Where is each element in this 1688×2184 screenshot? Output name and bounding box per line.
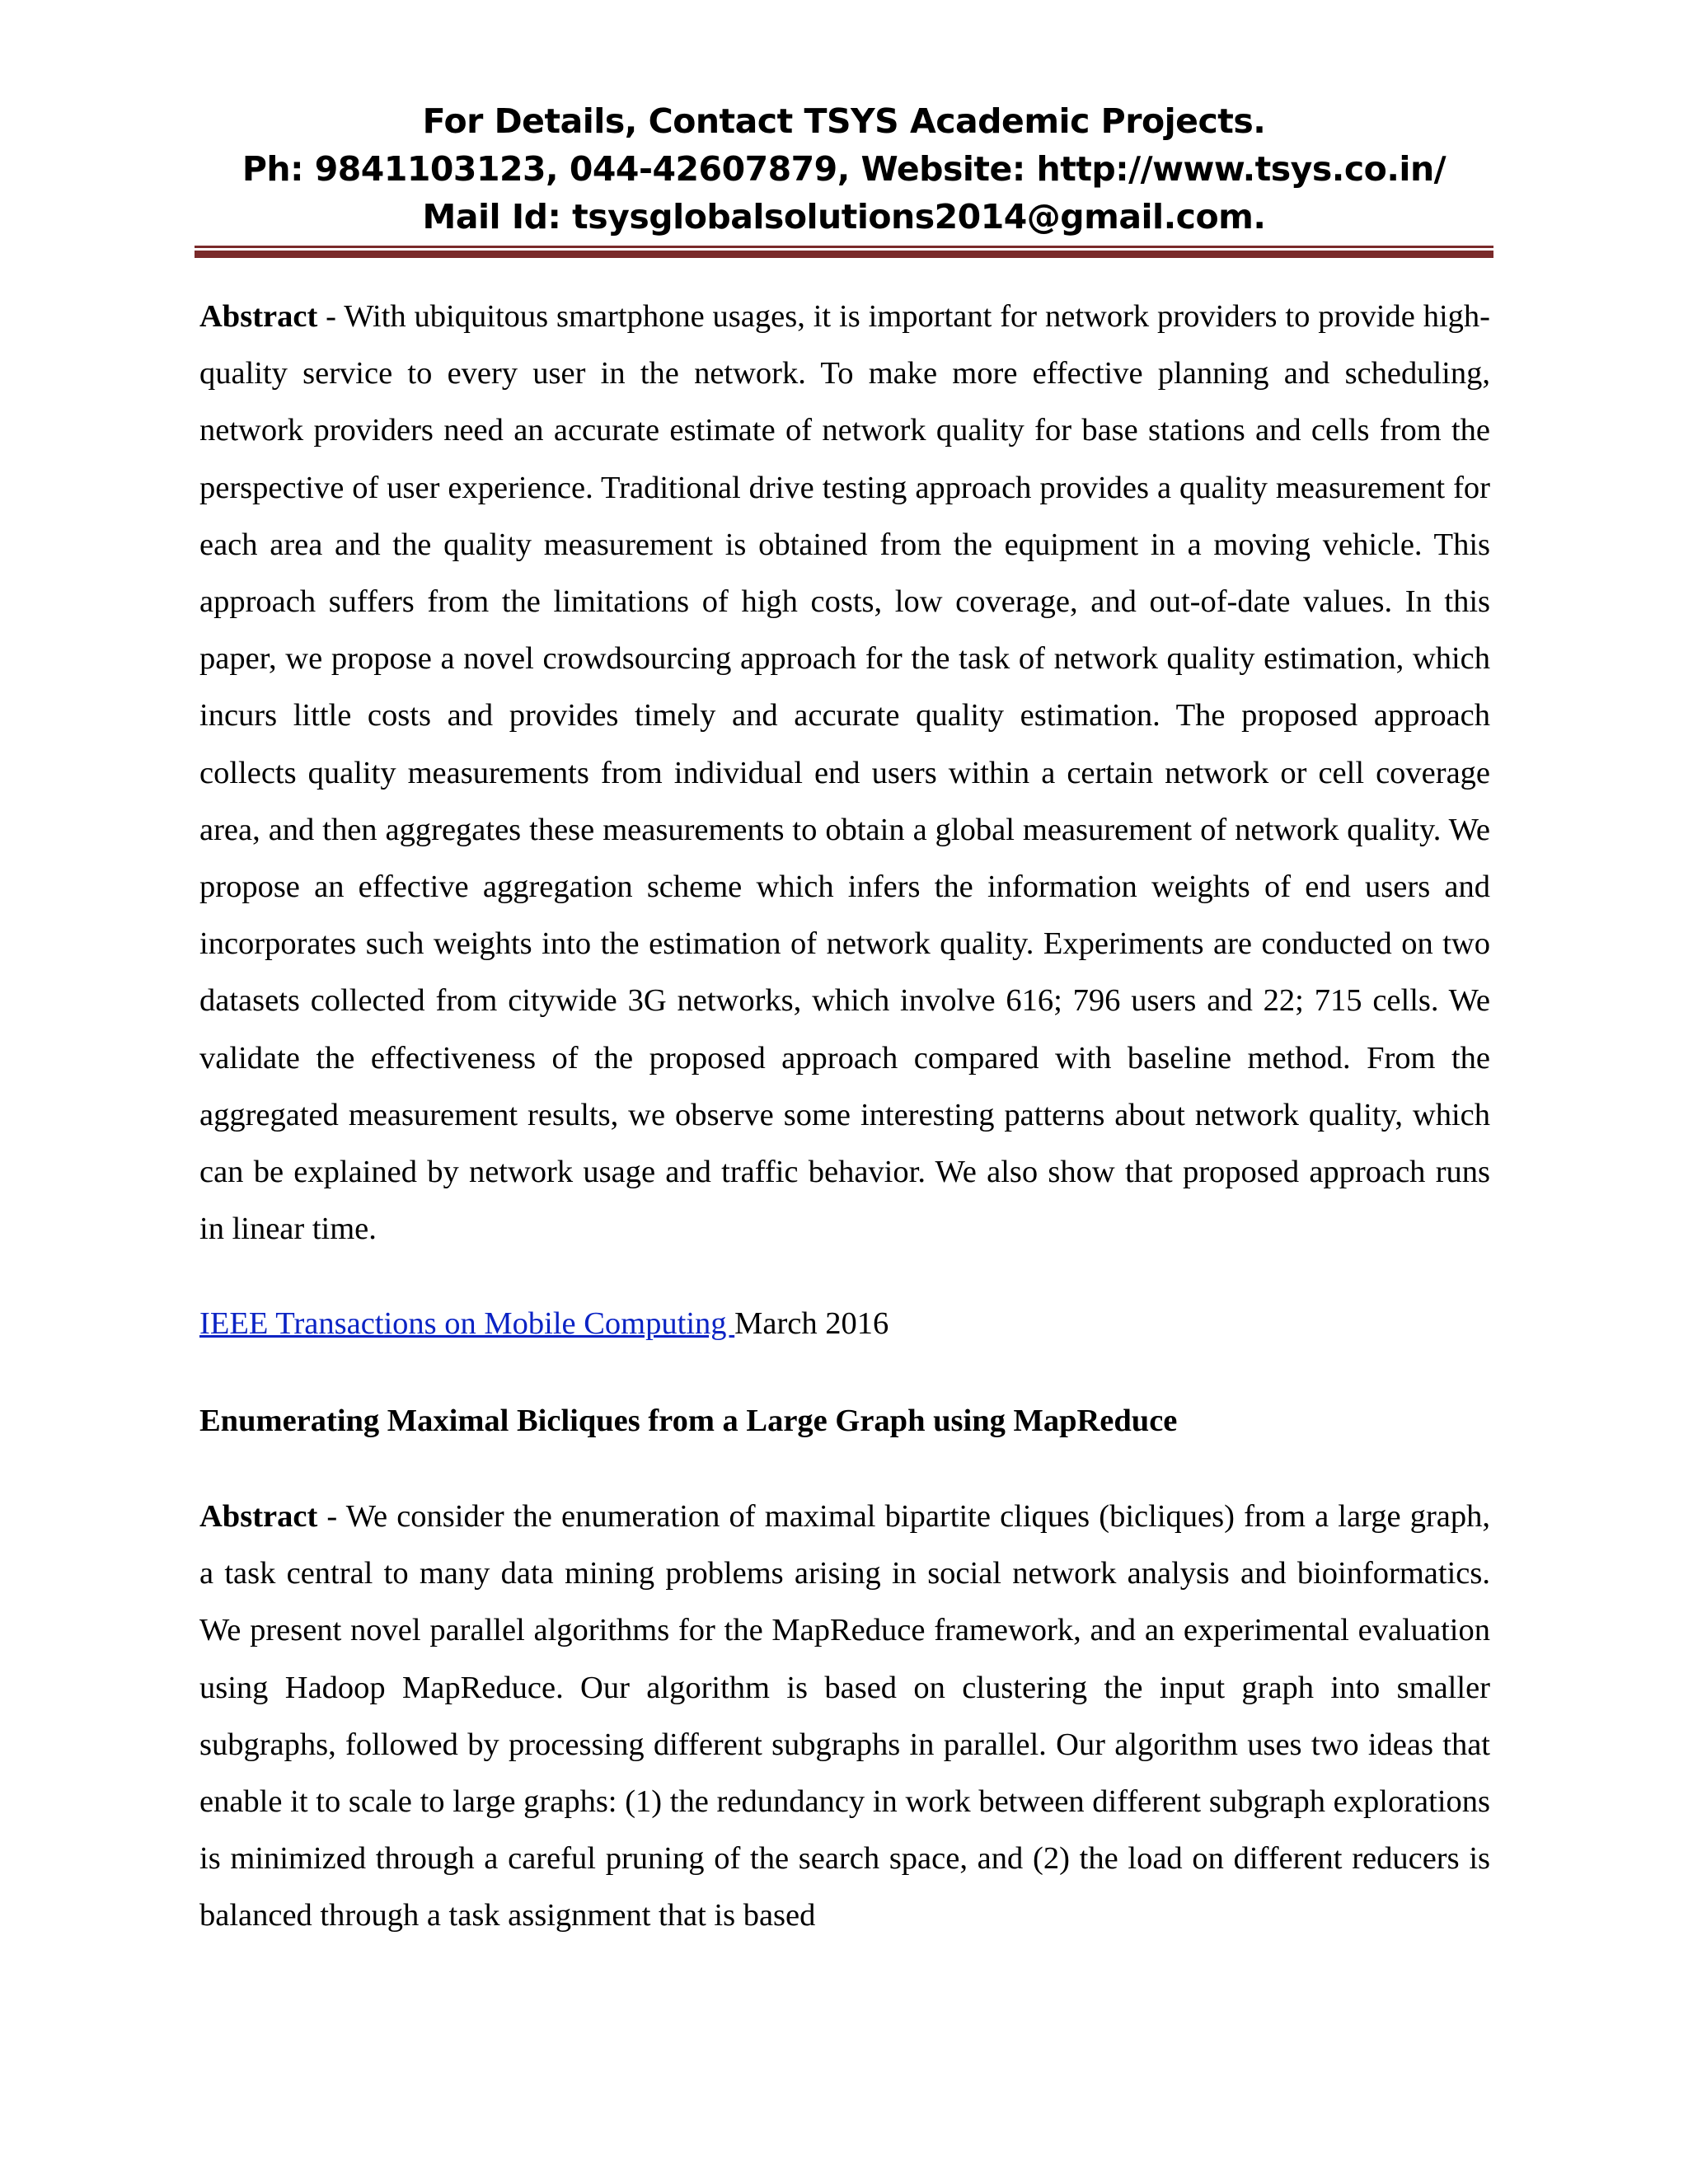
paper-title: Enumerating Maximal Bicliques from a Large Graph using MapReduce xyxy=(199,1404,1178,1438)
journal-link[interactable]: IEEE Transactions on Mobile Computing xyxy=(199,1306,735,1341)
header-title: For Details, Contact TSYS Academic Projects. xyxy=(422,101,1266,141)
contact-header xyxy=(195,97,1493,241)
header-contact-email: Mail Id: tsysglobalsolutions2014@gmail.com. xyxy=(422,197,1266,237)
citation-line xyxy=(199,1296,889,1352)
publication-date: March 2016 xyxy=(734,1306,889,1341)
abstract-paragraph-1 xyxy=(199,288,1490,1258)
header-divider-thick xyxy=(195,251,1493,258)
abstract-label: Abstract xyxy=(199,299,318,334)
abstract-paragraph-2 xyxy=(199,1488,1490,1945)
abstract-label: Abstract xyxy=(199,1499,318,1534)
header-divider-thin xyxy=(195,246,1493,248)
abstract-text: - With ubiquitous smartphone usages, it is important for network providers to provide high-quality service to every user in the network. To make more effective planning and scheduling, network providers need an accurate estimate of network quality for base stations and cells from the perspective of user experience. Traditional drive testing approach provides a quality measurement for each area and the quality measurement is obtained from the equipment in a moving vehicle. This approach suffers from the limitations of high costs, low coverage, and out-of-date values. In this paper, we propose a novel crowdsourcing approach for the task of network quality estimation, which incurs little costs and provides timely and accurate quality estimation. The proposed approach collects quality measurements from individual end users within a certain network or cell coverage area, and then aggregates these measurements to obtain a global measurement of network quality. We propose an effective aggregation scheme which infers the information weights of end users and incorporates such weights into the estimation of network quality. Experiments are conducted on two datasets collected from citywide 3G networks, which involve 616; 796 users and 22; 715 cells. We validate the effectiveness of the proposed approach compared with baseline method. From the aggregated measurement results, we observe some interesting patterns about network quality, which can be explained by network usage and traffic behavior. We also show that proposed approach runs in linear time. xyxy=(199,299,1490,1247)
header-contact-phone-website: Ph: 9841103123, 044-42607879, Website: http://www.tsys.co.in/ xyxy=(241,149,1447,189)
abstract-text: - We consider the enumeration of maximal bipartite cliques (bicliques) from a large graph, a task central to many data mining problems arising in social network analysis and bioinformatics. We present novel parallel algorithms for the MapReduce framework, and an experimental evaluation using Hadoop MapReduce. Our algorithm is based on clustering the input graph into smaller subgraphs, followed by processing different subgraphs in parallel. Our algorithm uses two ideas that enable it to scale to large graphs: (1) the redundancy in work between different subgraph explorations is minimized through a careful pruning of the search space, and (2) the load on different reducers is balanced through a task assignment that is based xyxy=(199,1499,1490,1933)
